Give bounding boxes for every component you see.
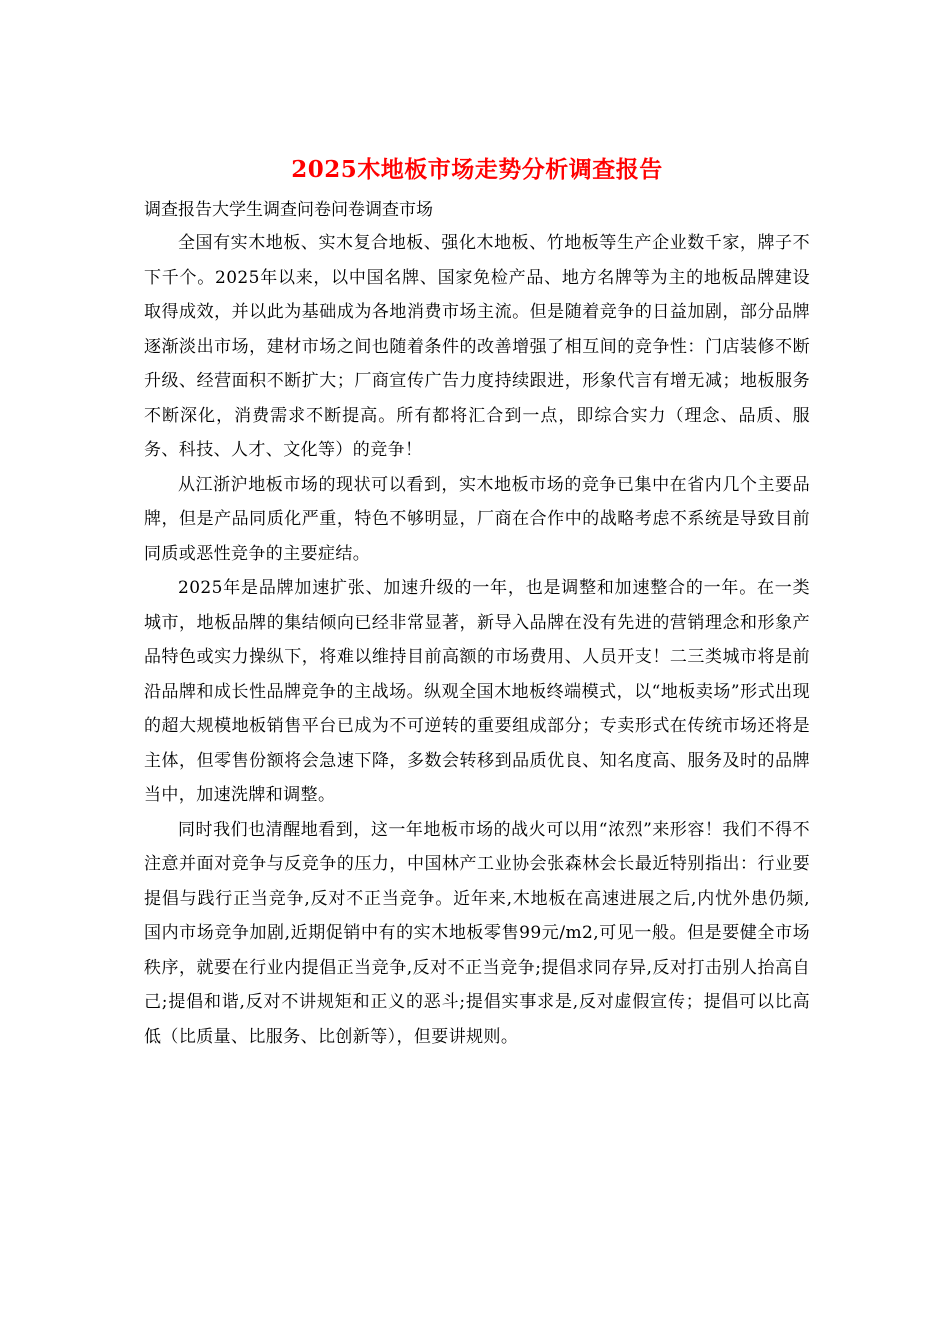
paragraph-4: 同时我们也清醒地看到，这一年地板市场的战火可以用“浓烈”来形容！我们不得不注意并面对竞争与反竞争的压力，中国林产工业协会张森林会长最近特别指出：行业要提倡与践行正当竞争,反对不正当竞争。近年来,木地板在高速进展之后,内忧外患仍频,国内市场竞争加剧,近期促销中有的实木地板零售99元/m2,可见一般。但是要健全市场秩序，就要在行业内提倡正当竞争,反对不正当竞争;提倡求同存异,反对打击别人抬高自己;提倡和谐,反对不讲规矩和正义的恶斗;提倡实事求是,反对虚假宣传；提倡可以比高低（比质量、比服务、比创新等），但要讲规则。	[144, 819, 810, 1047]
paragraph-1: 全国有实木地板、实木复合地板、强化木地板、竹地板等生产企业数千家，牌子不下千个。2025年以来，以中国名牌、国家免检产品、地方名牌等为主的地板品牌建设取得成效，并以此为基础成为各地消费市场主流。但是随着竞争的日益加剧，部分品牌逐渐淡出市场，建材市场之间也随着条件的改善增强了相互间的竞争性：门店装修不断升级、经营面积不断扩大；厂商宣传广告力度持续跟进，形象代言有增无减；地板服务不断深化，消费需求不断提高。所有都将汇合到一点，即综合实力（理念、品质、服务、科技、人才、文化等）的竞争！	[144, 233, 810, 460]
paragraph-2: 从江浙沪地板市场的现状可以看到，实木地板市场的竞争已集中在省内几个主要品牌，但是产品同质化严重，特色不够明显，厂商在合作中的战略考虑不系统是导致目前同质或恶性竞争的主要症结。	[144, 474, 810, 564]
paragraph-3: 2025年是品牌加速扩张、加速升级的一年，也是调整和加速整合的一年。在一类城市，地板品牌的集结倾向已经非常显著，新导入品牌在没有先进的营销理念和形象产品特色或实力操纵下，将难以维持目前高额的市场费用、人员开支！二三类城市将是前沿品牌和成长性品牌竞争的主战场。纵观全国木地板终端模式，以“地板卖场”形式出现的超大规模地板销售平台已成为不可逆转的重要组成部分；专卖形式在传统市场还将是主体，但零售份额将会急速下降，多数会转移到品质优良、知名度高、服务及时的品牌当中，加速洗牌和调整。	[144, 578, 810, 805]
document-title: 2025木地板市场走势分析调查报告	[291, 156, 663, 183]
document-keywords: 调查报告大学生调查问卷问卷调查市场	[144, 200, 433, 220]
document-body	[144, 150, 810, 1054]
